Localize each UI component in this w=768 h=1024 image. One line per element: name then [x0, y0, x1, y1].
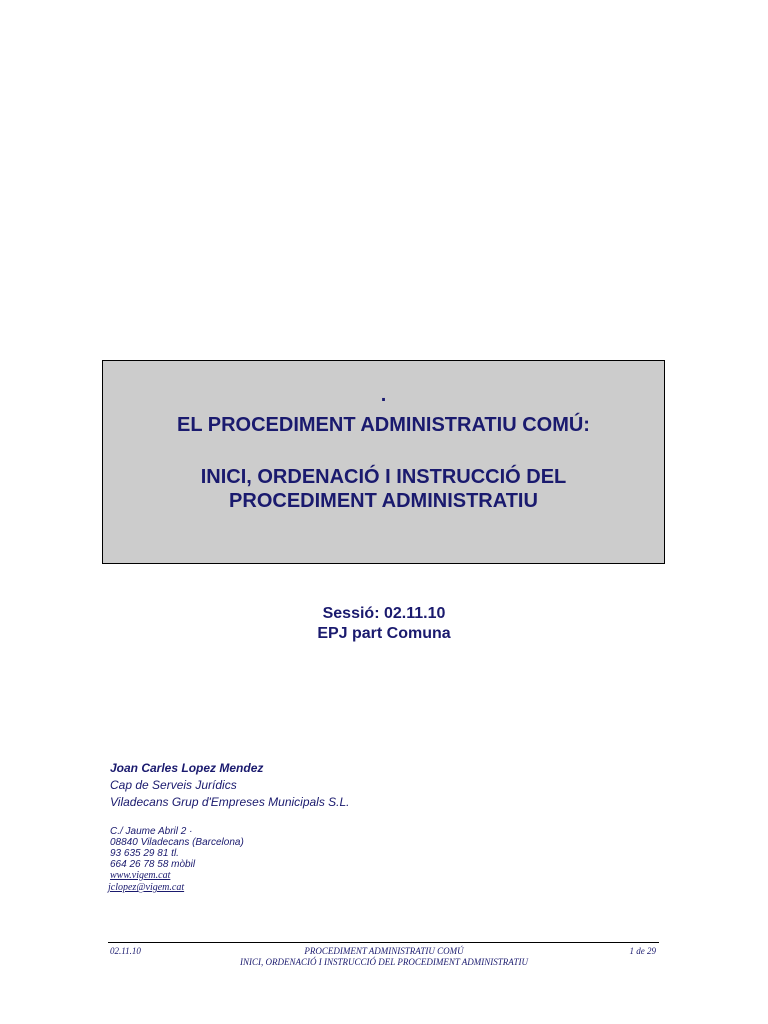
website-link[interactable]: www.vigem.cat [110, 870, 171, 881]
document-subtitle-line-1: INICI, ORDENACIÓ I INSTRUCCIÓ DEL [200, 466, 567, 488]
author-role: Cap de Serveis Jurídics [110, 778, 237, 792]
address-street: C./ Jaume Abril 2 · [110, 826, 193, 837]
address-phone: 93 635 29 81 tl. [110, 848, 179, 859]
author-organization: Viladecans Grup d'Empreses Municipals S.L. [110, 795, 350, 809]
footer-divider [108, 942, 659, 943]
session-group: EPJ part Comuna [317, 625, 451, 642]
title-dot: . [380, 384, 387, 406]
address-mobile: 664 26 78 58 mòbil [110, 859, 196, 870]
session-date: Sessió: 02.11.10 [322, 605, 446, 622]
author-name: Joan Carles Lopez Mendez [110, 761, 264, 775]
document-subtitle-line-2: PROCEDIMENT ADMINISTRATIU [229, 490, 538, 512]
footer-title-line-2: INICI, ORDENACIÓ I INSTRUCCIÓ DEL PROCEDIMENT ADMINISTRATIU [240, 957, 528, 967]
document-title: EL PROCEDIMENT ADMINISTRATIU COMÚ: [177, 414, 590, 436]
footer-title-line-1: PROCEDIMENT ADMINISTRATIU COMÚ [304, 946, 464, 956]
address-city: 08840 Viladecans (Barcelona) [110, 837, 244, 848]
email-link[interactable]: jclopez@vigem.cat [108, 882, 185, 893]
title-box [102, 360, 665, 564]
footer-page-number: 1 de 29 [629, 946, 656, 956]
footer-date: 02.11.10 [110, 946, 141, 956]
